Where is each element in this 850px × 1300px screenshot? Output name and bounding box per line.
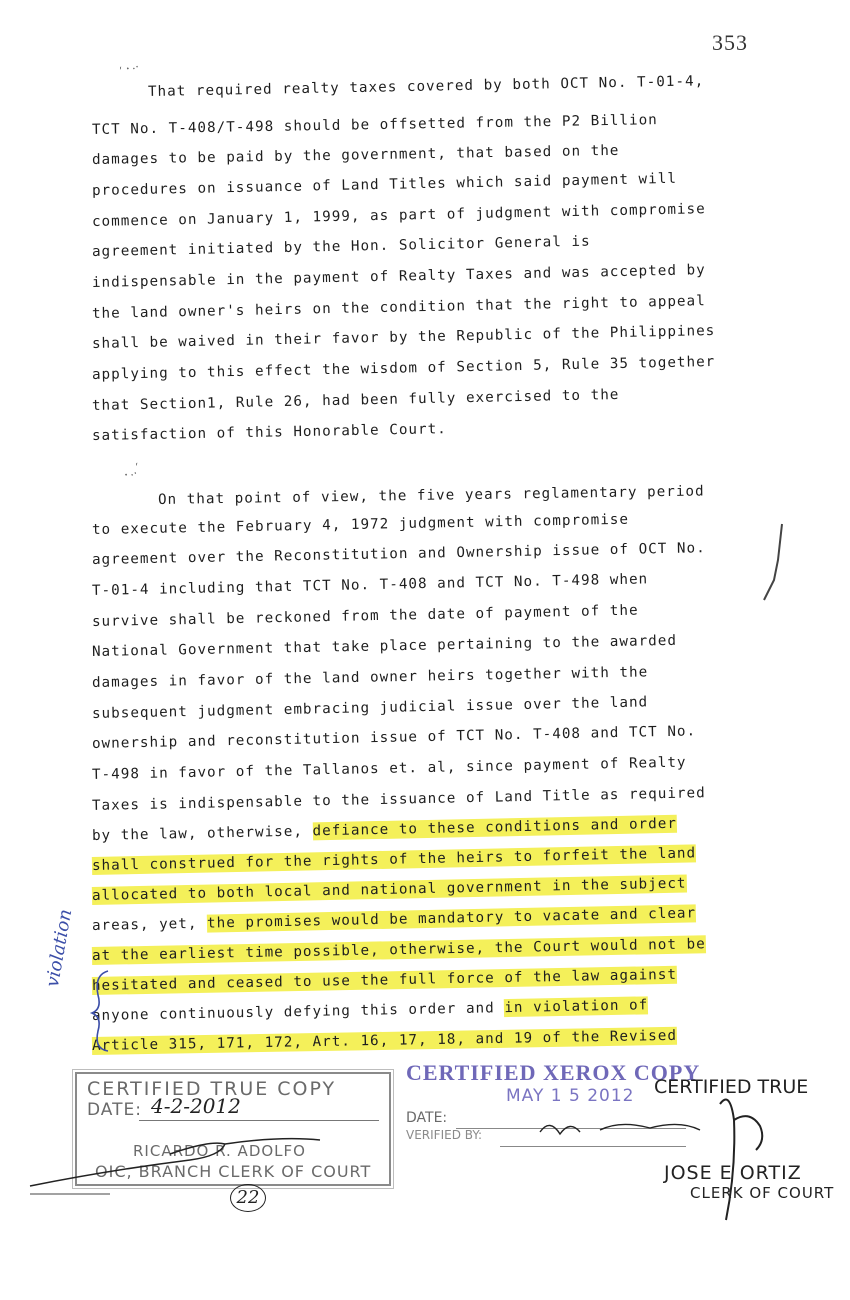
text-line bbox=[92, 1028, 677, 1054]
text-line: TCT No. T-408/T-498 should be offsetted from the P2 Billion bbox=[91, 112, 658, 138]
text-line bbox=[92, 967, 677, 994]
text-line bbox=[92, 603, 639, 630]
xerox-date-stamp: MAY 1 5 2012 bbox=[506, 1086, 635, 1106]
signature-stroke bbox=[20, 1120, 340, 1200]
text-line bbox=[92, 694, 649, 722]
text-line bbox=[92, 785, 706, 814]
margin-note-violation: violation bbox=[42, 907, 77, 989]
text-line bbox=[92, 540, 706, 568]
highlighted-text: at the earliest time possible, otherwise, the Court would not be bbox=[91, 936, 706, 964]
stamp-date-label: DATE: bbox=[87, 1100, 142, 1120]
text-segment: Taxes is indispensable to the issuance of Land Title as required bbox=[91, 785, 706, 814]
stamp-title: CERTIFIED TRUE COPY bbox=[87, 1078, 337, 1100]
text-line bbox=[92, 936, 706, 964]
xerox-title: CERTIFIED XEROX COPY bbox=[406, 1060, 701, 1085]
text-segment: agreement over the Reconstitution and Ownership issue of OCT No. bbox=[91, 540, 706, 568]
text-line bbox=[92, 723, 696, 752]
highlighted-text: in violation of bbox=[504, 997, 649, 1017]
certified-true-label: CERTIFIED TRUE bbox=[654, 1076, 809, 1098]
xerox-date-label: DATE: bbox=[406, 1110, 448, 1126]
text-segment: National Government that take place pertaining to the awarded bbox=[91, 632, 678, 660]
text-line bbox=[92, 633, 677, 660]
text-line bbox=[92, 845, 696, 874]
margin-stroke bbox=[760, 520, 800, 610]
clerk-role: CLERK OF COURT bbox=[690, 1184, 835, 1202]
text-segment: to execute the February 4, 1972 judgment with compromise bbox=[91, 511, 630, 538]
stamp-role: OIC, BRANCH CLERK OF COURT bbox=[95, 1162, 372, 1181]
text-line: shall be waived in their favor by the Republic of the Philippines bbox=[91, 322, 716, 352]
text-line: agreement initiated by the Hon. Solicitor General is bbox=[91, 233, 591, 260]
highlighted-text: shall construed for the rights of the heirs to forfeit the land bbox=[91, 845, 697, 874]
text-line bbox=[92, 571, 649, 599]
margin-scribble: ´·‥ bbox=[116, 57, 141, 80]
text-line bbox=[92, 905, 696, 934]
text-segment: ownership and reconstitution issue of TCT No. T-408 and TCT No. bbox=[91, 723, 697, 752]
stamp-name: RICARDO R. ADOLFO bbox=[133, 1142, 306, 1160]
text-segment: damages in favor of the land owner heirs together with the bbox=[91, 664, 649, 691]
text-line: procedures on issuance of Land Titles which said payment will bbox=[91, 170, 678, 199]
text-segment: by the law, otherwise, bbox=[91, 823, 313, 844]
text-line: damages to be paid by the government, that based on the bbox=[91, 142, 620, 168]
text-line: the land owner's heirs on the condition that the right to appeal bbox=[91, 293, 706, 322]
page-number: 353 bbox=[712, 30, 748, 55]
margin-scribble: ·‥´ bbox=[120, 460, 145, 483]
highlighted-text: the promises would be mandatory to vacate and clear bbox=[206, 905, 697, 932]
clerk-signature bbox=[520, 1080, 780, 1230]
text-line bbox=[92, 997, 649, 1024]
page-circle-number: 22 bbox=[236, 1187, 260, 1208]
text-line bbox=[92, 512, 629, 538]
text-line: commence on January 1, 1999, as part of judgment with compromise bbox=[91, 201, 706, 230]
text-segment: T-498 in favor of the Tallanos et. al, since payment of Realty bbox=[91, 754, 687, 783]
text-segment: areas, yet, bbox=[91, 915, 208, 934]
page-circle bbox=[230, 1184, 266, 1212]
text-segment: subsequent judgment embracing judicial issue over the land bbox=[91, 694, 649, 722]
text-line bbox=[92, 664, 649, 691]
text-segment: survive shall be reckoned from the date of payment of the bbox=[91, 602, 639, 630]
margin-bracket bbox=[84, 965, 124, 1055]
text-line: that Section1, Rule 26, had been fully exercised to the bbox=[91, 386, 620, 414]
text-line: applying to this effect the wisdom of Section 5, Rule 35 together bbox=[91, 353, 716, 383]
xerox-verified-label: VERIFIED BY: bbox=[406, 1128, 483, 1142]
highlighted-text: hesitated and ceased to use the full force of the law against bbox=[91, 966, 678, 994]
highlighted-text: defiance to these conditions and order bbox=[312, 815, 678, 840]
text-line bbox=[92, 816, 677, 844]
highlighted-text: Article 315, 171, 172, Art. 16, 17, 18, and 19 of the Revised bbox=[91, 1027, 678, 1054]
text-segment: T-01-4 including that TCT No. T-408 and TCT No. T-498 when bbox=[91, 571, 649, 599]
highlighted-text: allocated to both local and national government in the subject bbox=[91, 875, 687, 904]
text-line bbox=[158, 483, 705, 508]
text-segment: On that point of view, the five years reglamentary period bbox=[157, 483, 705, 508]
clerk-name: JOSE E ORTIZ bbox=[664, 1162, 802, 1184]
text-line bbox=[92, 755, 687, 783]
text-line: That required realty taxes covered by both OCT No. T-01-4, bbox=[147, 73, 705, 100]
text-segment: anyone continuously defying this order and bbox=[91, 1000, 505, 1024]
text-line: satisfaction of this Honorable Court. bbox=[91, 421, 447, 444]
stamp-date-value: 4-2-2012 bbox=[151, 1094, 241, 1118]
text-line bbox=[92, 876, 687, 904]
text-line: indispensable in the payment of Realty Taxes and was accepted by bbox=[91, 262, 706, 291]
